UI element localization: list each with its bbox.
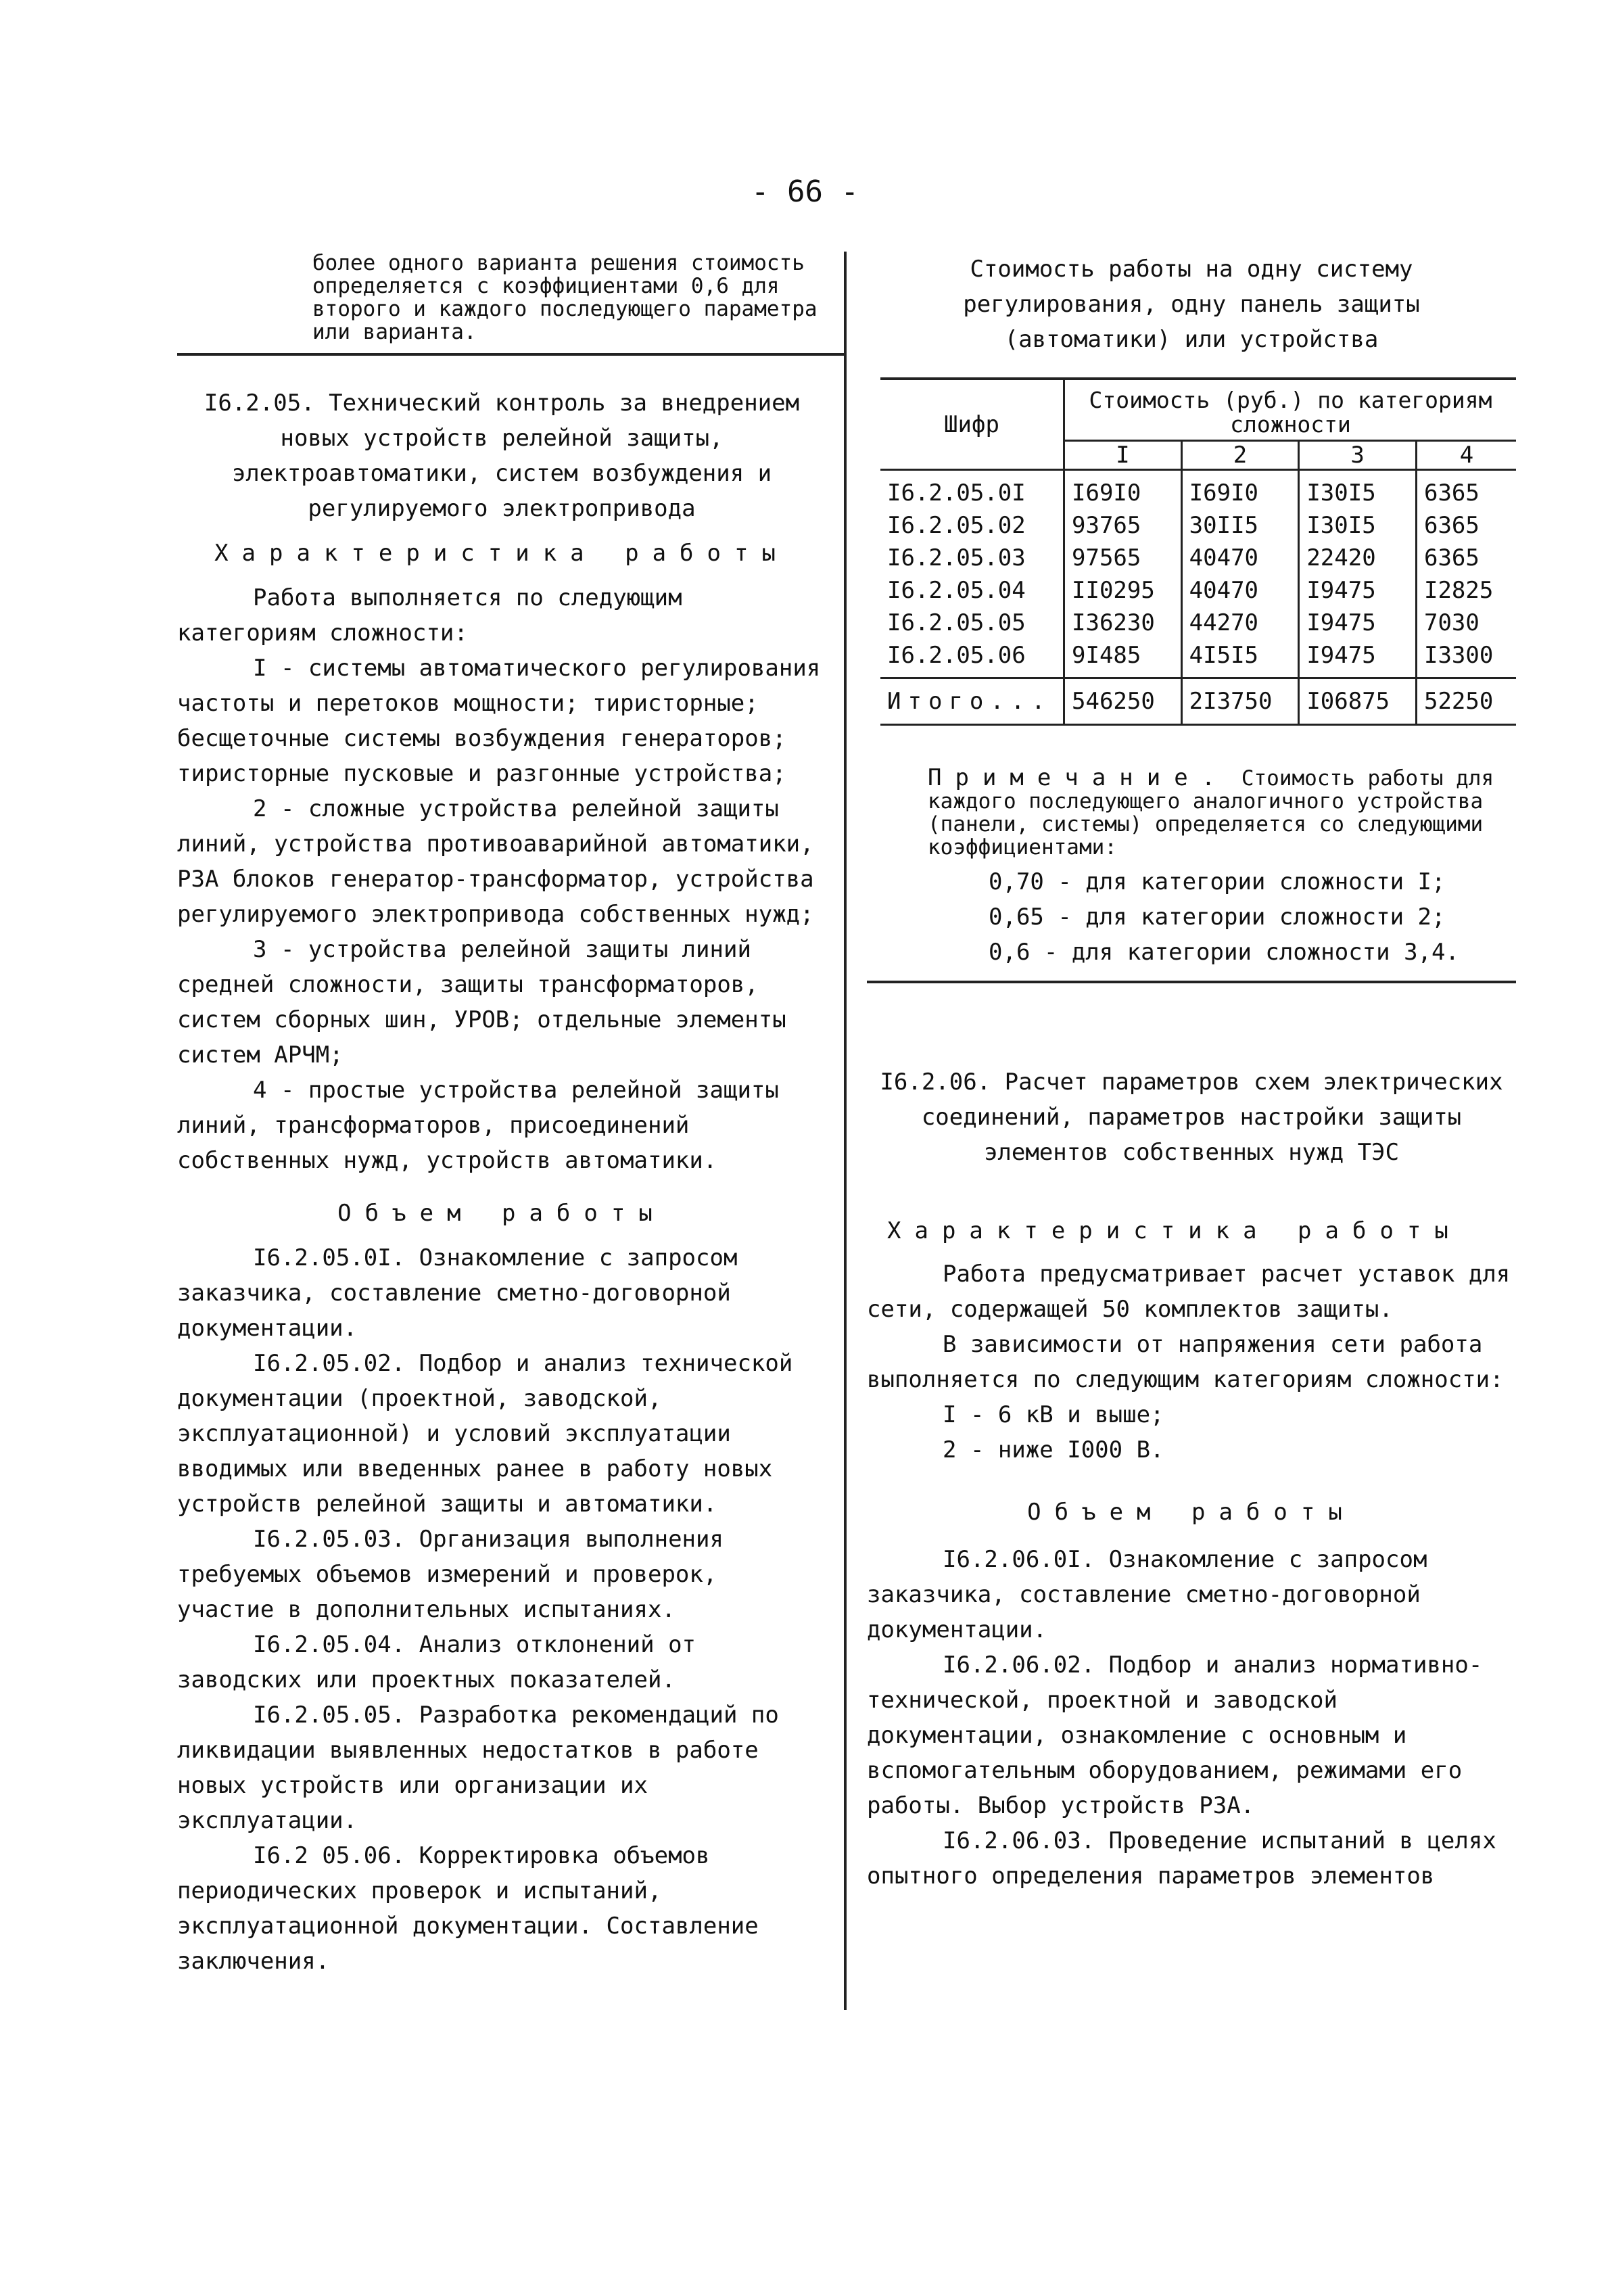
- section-title: I6.2.05. Технический контроль за внедрением новых устройств релейной защиты, электроавтоматики, систем возбуждения и регулируемого электропривода: [204, 390, 800, 522]
- cell-value: I2825: [1416, 574, 1516, 607]
- cell-code: I6.2.05.03: [887, 544, 1026, 571]
- table-row: [880, 542, 1516, 574]
- volume-item: I6.2.06.0I. Ознакомление с запросом заказчика, составление сметно-договорной документации.: [867, 1546, 1427, 1643]
- char-paragraph: Работа предусматривает расчет уставок для сети, содержащей 50 комплектов защиты.: [867, 1261, 1511, 1323]
- cell-value: I30I5: [1299, 509, 1417, 542]
- cell-value: I9475: [1299, 607, 1417, 639]
- total-label: Итого...: [880, 678, 1064, 725]
- col-code-header: Шифр: [880, 380, 1064, 470]
- cell-code: I6.2.05.04: [887, 576, 1026, 604]
- note-coefficient: 0,70 - для категории сложности I;: [989, 868, 1446, 895]
- volume-heading: Объем работы: [337, 1200, 666, 1227]
- voltage-category: I - 6 кВ и выше;: [943, 1401, 1164, 1428]
- cell-value: I3300: [1416, 639, 1516, 672]
- cell-value: 4I5I5: [1181, 639, 1299, 672]
- category-3: 3 - устройства релейной защиты линий средней сложности, защиты трансформаторов, систем сборных шин, УРОВ; отдельные элементы систем АРЧМ;: [177, 936, 786, 1069]
- page-number: - 66 -: [751, 174, 859, 209]
- cell-code: I6.2.05.0I: [887, 479, 1026, 507]
- cell-value: 44270: [1181, 607, 1299, 639]
- char-paragraph: В зависимости от напряжения сети работа выполняется по следующим категориям сложности:: [867, 1331, 1504, 1393]
- table-row: [880, 639, 1516, 672]
- cell-value: I30I5: [1299, 477, 1417, 509]
- volume-item: I6.2.05.05. Разработка рекомендаций по ликвидации выявленных недостатков в работе новых устройств или организации их эксплуатации.: [177, 1702, 779, 1834]
- note-coefficient: 0,65 - для категории сложности 2;: [989, 904, 1446, 931]
- note-rule: [867, 981, 1516, 983]
- volume-item: I6.2.05.03. Организация выполнения требуемых объемов измерений и проверок, участие в дополнительных испытаниях.: [177, 1526, 724, 1623]
- category-1: I - системы автоматического регулирования частоты и перетоков мощности; тиристорные; бесщеточные системы возбуждения генераторов; тиристорные пусковые и разгонные устройства;: [177, 655, 821, 787]
- voltage-category: 2 - ниже I000 В.: [943, 1436, 1164, 1463]
- section2-title: I6.2.06. Расчет параметров схем электрических соединений, параметров настройки защиты элементов собственных нужд ТЭС: [880, 1069, 1503, 1166]
- cell-value: 6365: [1416, 477, 1516, 509]
- volume-item: I6.2.05.04. Анализ отклонений от заводских или проектных показателей.: [177, 1631, 696, 1693]
- intro-rule: [177, 353, 847, 356]
- table-note: [928, 766, 1523, 970]
- cell-value: I36230: [1064, 607, 1182, 639]
- col-cost-header: Стоимость (руб.) по категориям сложности: [1064, 380, 1517, 441]
- cell-value: 7030: [1416, 607, 1516, 639]
- cat-header: I: [1064, 441, 1182, 470]
- char-heading: Характеристика работы: [214, 540, 789, 567]
- category-4: 4 - простые устройства релейной защиты линий, трансформаторов, присоединений собственных нужд, устройств автоматики.: [177, 1077, 779, 1174]
- cell-value: 22420: [1299, 542, 1417, 574]
- table-row: [880, 477, 1516, 509]
- total-value: I06875: [1299, 678, 1417, 725]
- cell-value: 9I485: [1064, 639, 1182, 672]
- note-coefficient: 0,6 - для категории сложности 3,4.: [989, 939, 1459, 966]
- table-row: [880, 509, 1516, 542]
- cell-value: I69I0: [1064, 477, 1182, 509]
- char-heading-2: Характеристика работы: [887, 1217, 1462, 1244]
- cell-value: 97565: [1064, 542, 1182, 574]
- cell-value: I69I0: [1181, 477, 1299, 509]
- cat-header: 2: [1181, 441, 1299, 470]
- left-column: [177, 252, 826, 1979]
- cost-table: [880, 380, 1516, 726]
- table-row: [880, 574, 1516, 607]
- table-row: [880, 607, 1516, 639]
- volume-item: I6.2 05.06. Корректировка объемов периодических проверок и испытаний, эксплуатационной документации. Составление заключения.: [177, 1842, 759, 1975]
- char-lead: Работа выполняется по следующим категориям сложности:: [177, 584, 682, 647]
- total-value: 546250: [1064, 678, 1182, 725]
- intro-text: более одного варианта решения стоимость определяется с коэффициентами 0,6 для второго и каждого последующего параметра или варианта.: [312, 251, 818, 344]
- column-divider: [844, 252, 847, 2010]
- cell-value: 6365: [1416, 542, 1516, 574]
- total-value: 2I3750: [1181, 678, 1299, 725]
- cat-header: 4: [1416, 441, 1516, 470]
- cell-value: 6365: [1416, 509, 1516, 542]
- cell-value: 30II5: [1181, 509, 1299, 542]
- cell-code: I6.2.05.02: [887, 511, 1026, 539]
- volume-item: I6.2.05.02. Подбор и анализ технической документации (проектной, заводской, эксплуатационной) и условий эксплуатации вводимых или введенных ранее в работу новых устройств релейной защиты и автоматики.: [177, 1350, 793, 1518]
- cell-code: I6.2.05.06: [887, 641, 1026, 669]
- volume-item: I6.2.06.03. Проведение испытаний в целях опытного определения параметров элементов: [867, 1827, 1496, 1890]
- cell-value: 40470: [1181, 542, 1299, 574]
- volume-item: I6.2.06.02. Подбор и анализ нормативно-технической, проектной и заводской документации, ознакомление с основным и вспомогательным оборудованием, режимами его работы. Выбор устройств РЗА.: [867, 1651, 1483, 1819]
- cell-value: II0295: [1064, 574, 1182, 607]
- cell-code: I6.2.05.05: [887, 609, 1026, 636]
- volume-heading-2: Объем работы: [1027, 1499, 1356, 1526]
- total-value: 52250: [1416, 678, 1516, 725]
- cat-header: 3: [1299, 441, 1417, 470]
- volume-item: I6.2.05.0I. Ознакомление с запросом заказчика, составление сметно-договорной документации.: [177, 1244, 738, 1342]
- note-text: Стоимость работы для каждого последующего аналогичного устройства (панели, системы) определяется со следующими коэффициентами:: [928, 766, 1494, 860]
- table-total-row: [880, 678, 1516, 725]
- category-2: 2 - сложные устройства релейной защиты линий, устройства противоаварийной автоматики, РЗА блоков генератор-трансформатор, устройства регулируемого электропривода собственных нужд;: [177, 795, 814, 928]
- cell-value: I9475: [1299, 574, 1417, 607]
- cell-value: 40470: [1181, 574, 1299, 607]
- table-title: Стоимость работы на одну систему регулирования, одну панель защиты (автоматики) или устройства: [963, 256, 1420, 353]
- right-column: [867, 252, 1516, 1894]
- cell-value: I9475: [1299, 639, 1417, 672]
- note-label: Примечание.: [928, 764, 1229, 791]
- cell-value: 93765: [1064, 509, 1182, 542]
